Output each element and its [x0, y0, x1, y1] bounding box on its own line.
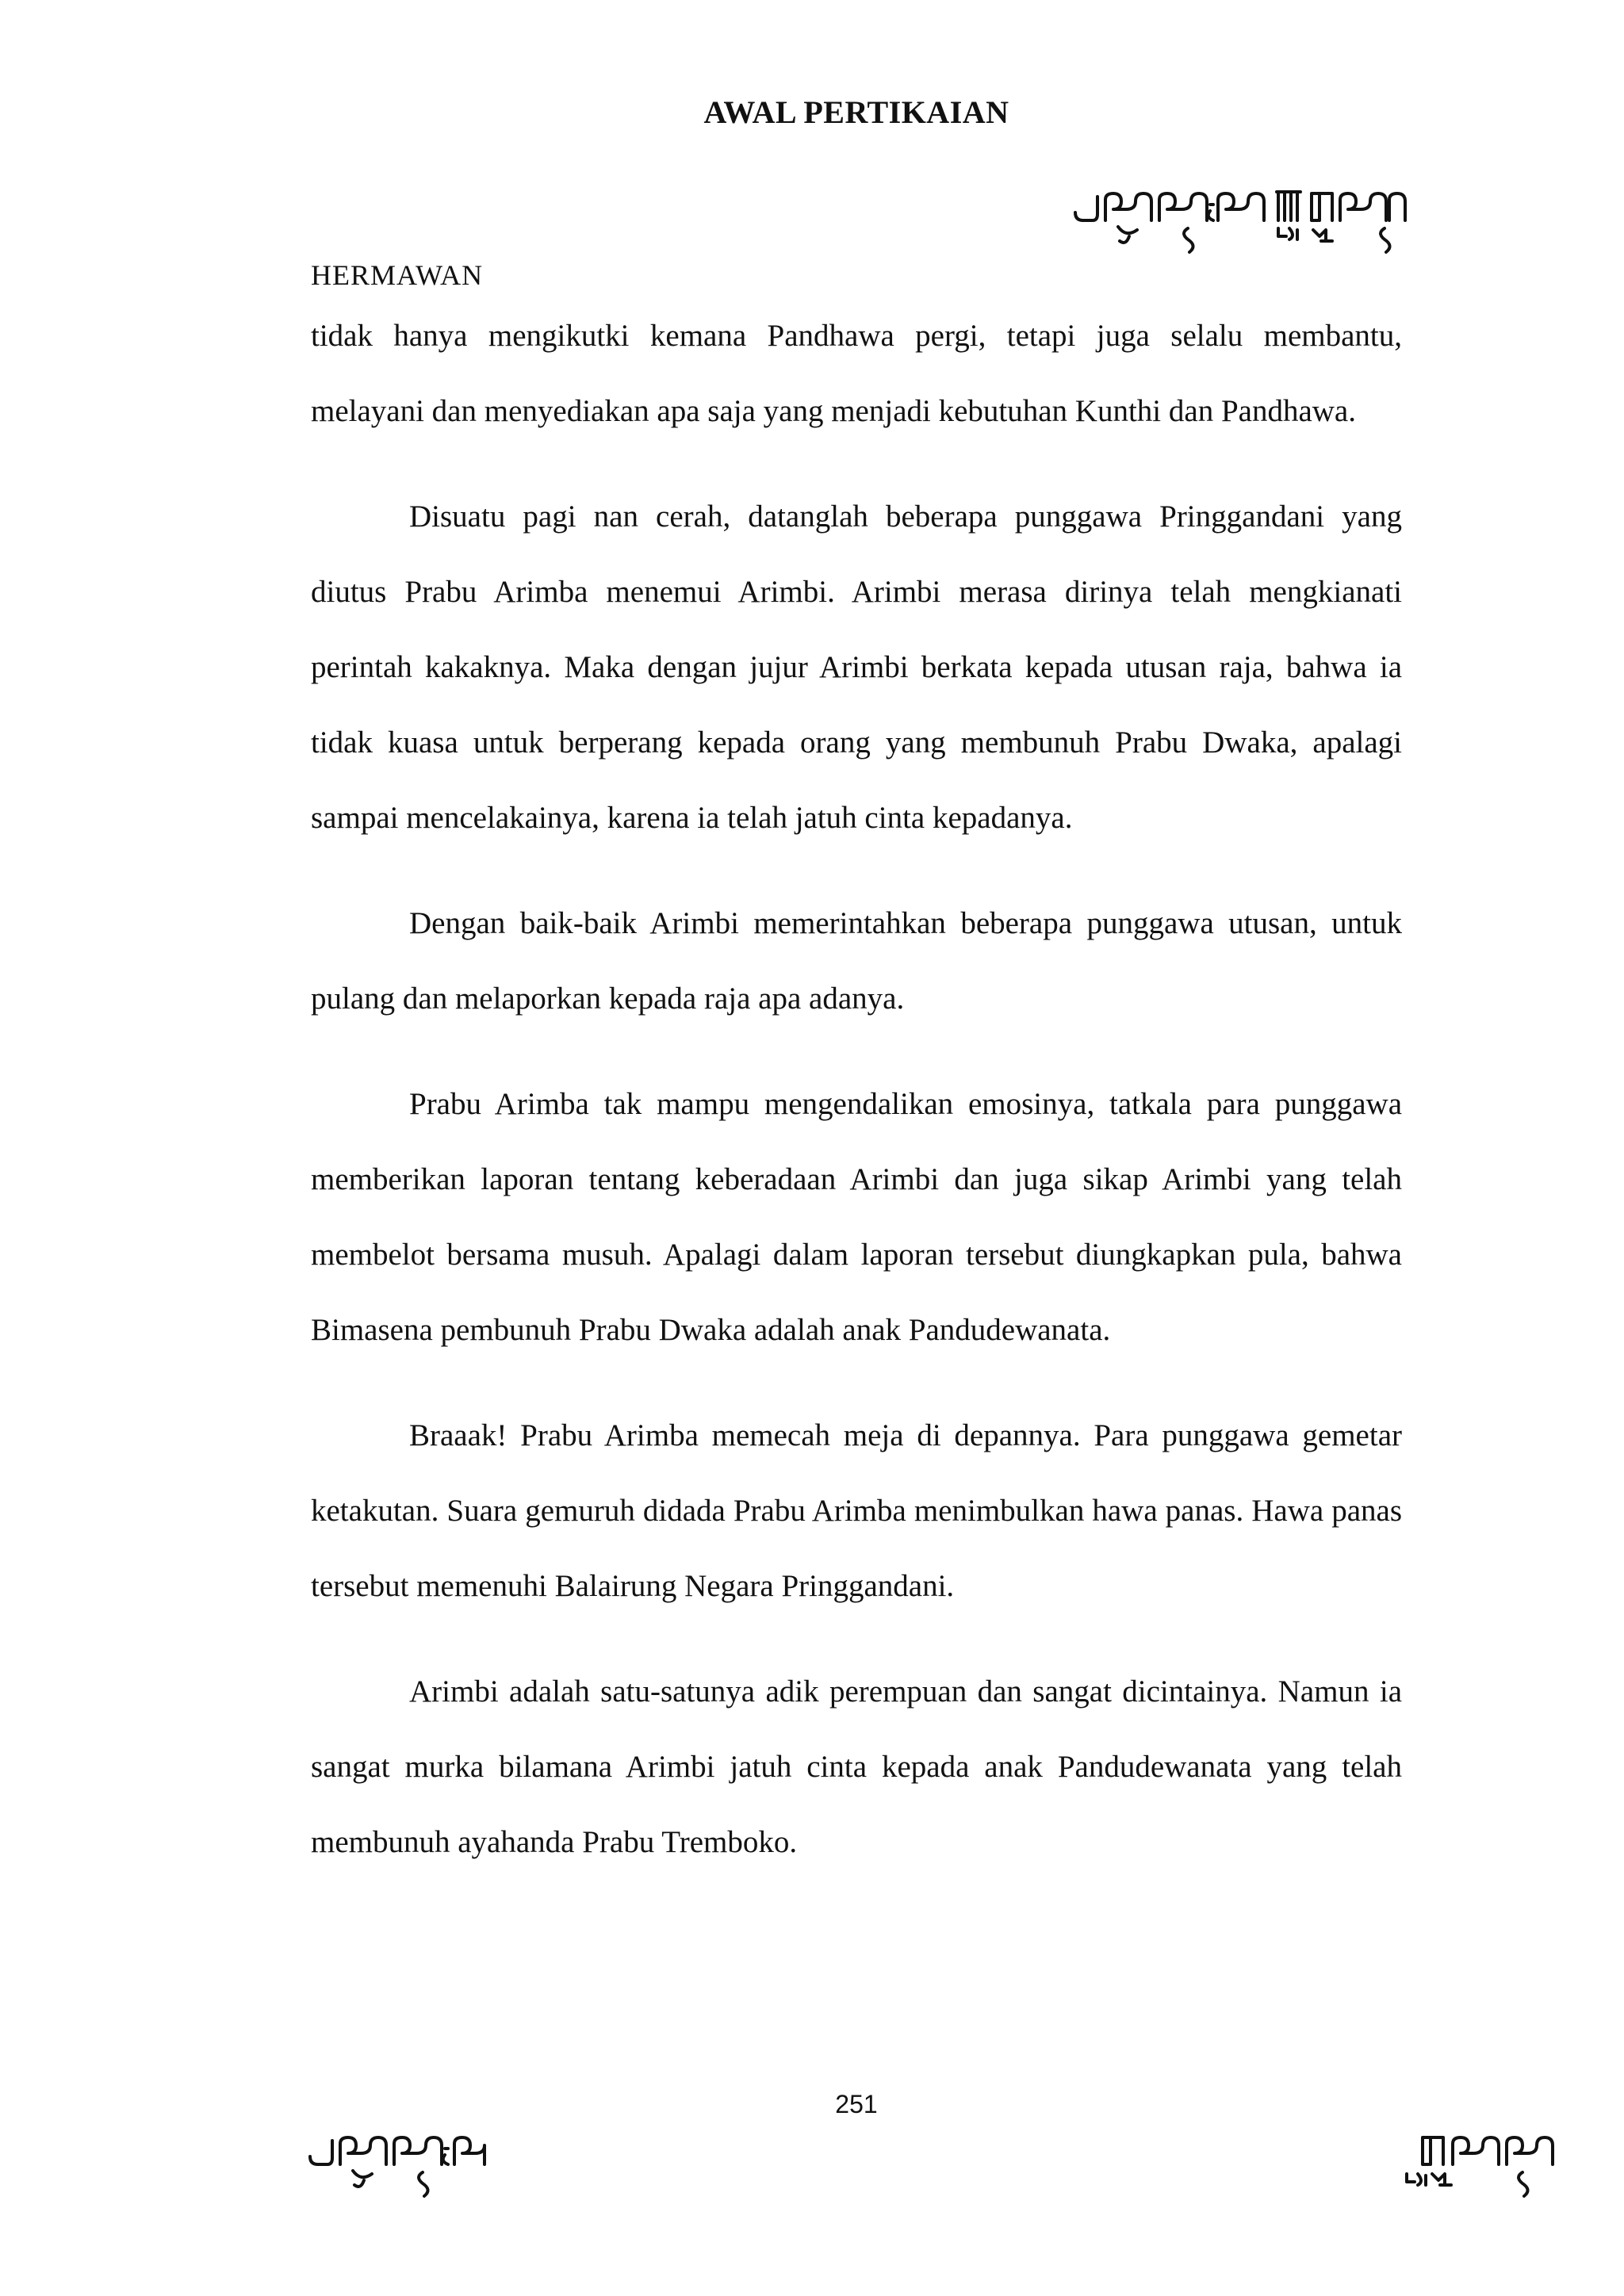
javanese-script-ornament-icon: [1404, 2133, 1562, 2204]
paragraph: tidak hanya mengikutki kemana Pandhawa pergi, tetapi juga selalu membantu, melayani dan menyediakan apa saja yang menjadi kebutuhan Kunthi dan Pandhawa.: [311, 319, 1402, 428]
page-number: 251: [835, 2090, 878, 2118]
javanese-script-ornament-icon: [305, 2133, 496, 2204]
paragraph: Braaak! Prabu Arimba memecah meja di depannya. Para punggawa gemetar ketakutan. Suara gemuruh didada Prabu Arimba menimbulkan hawa panas. Hawa panas tersebut memenuhi Balairung Negara Pringgandani.: [311, 1418, 1402, 1603]
author-name: HERMAWAN: [311, 259, 484, 291]
paragraph: Arimbi adalah satu-satunya adik perempuan dan sangat dicintainya. Namun ia sangat murka bilamana Arimbi jatuh cinta kepada anak Pandudewanata yang telah membunuh ayahanda Prabu Tremboko.: [311, 1674, 1402, 1859]
javanese-script-footer-right-ornament: [1404, 2133, 1562, 2204]
body-text: [311, 298, 1402, 1910]
javanese-script-header-ornament: [1071, 189, 1411, 268]
paragraph: Disuatu pagi nan cerah, datanglah beberapa punggawa Pringgandani yang diutus Prabu Arimba menemui Arimbi. Arimbi merasa dirinya telah mengkianati perintah kakaknya. Maka dengan jujur Arimbi berkata kepada utusan raja, bahwa ia tidak kuasa untuk berperang kepada orang yang membunuh Prabu Dwaka, apalagi sampai mencelakainya, karena ia telah jatuh cinta kepadanya.: [311, 499, 1402, 835]
paragraph: Dengan baik-baik Arimbi memerintahkan beberapa punggawa utusan, untuk pulang dan melaporkan kepada raja apa adanya.: [311, 906, 1402, 1016]
javanese-script-ornament-icon: [1071, 189, 1411, 268]
javanese-script-footer-left-ornament: [305, 2133, 496, 2204]
paragraph: Prabu Arimba tak mampu mengendalikan emosinya, tatkala para punggawa memberikan laporan tentang keberadaan Arimbi dan juga sikap Arimbi yang telah membelot bersama musuh. Apalagi dalam laporan tersebut diungkapkan pula, bahwa Bimasena pembunuh Prabu Dwaka adalah anak Pandudewanata.: [311, 1087, 1402, 1347]
page-title: AWAL PERTIKAIAN: [703, 94, 1009, 130]
